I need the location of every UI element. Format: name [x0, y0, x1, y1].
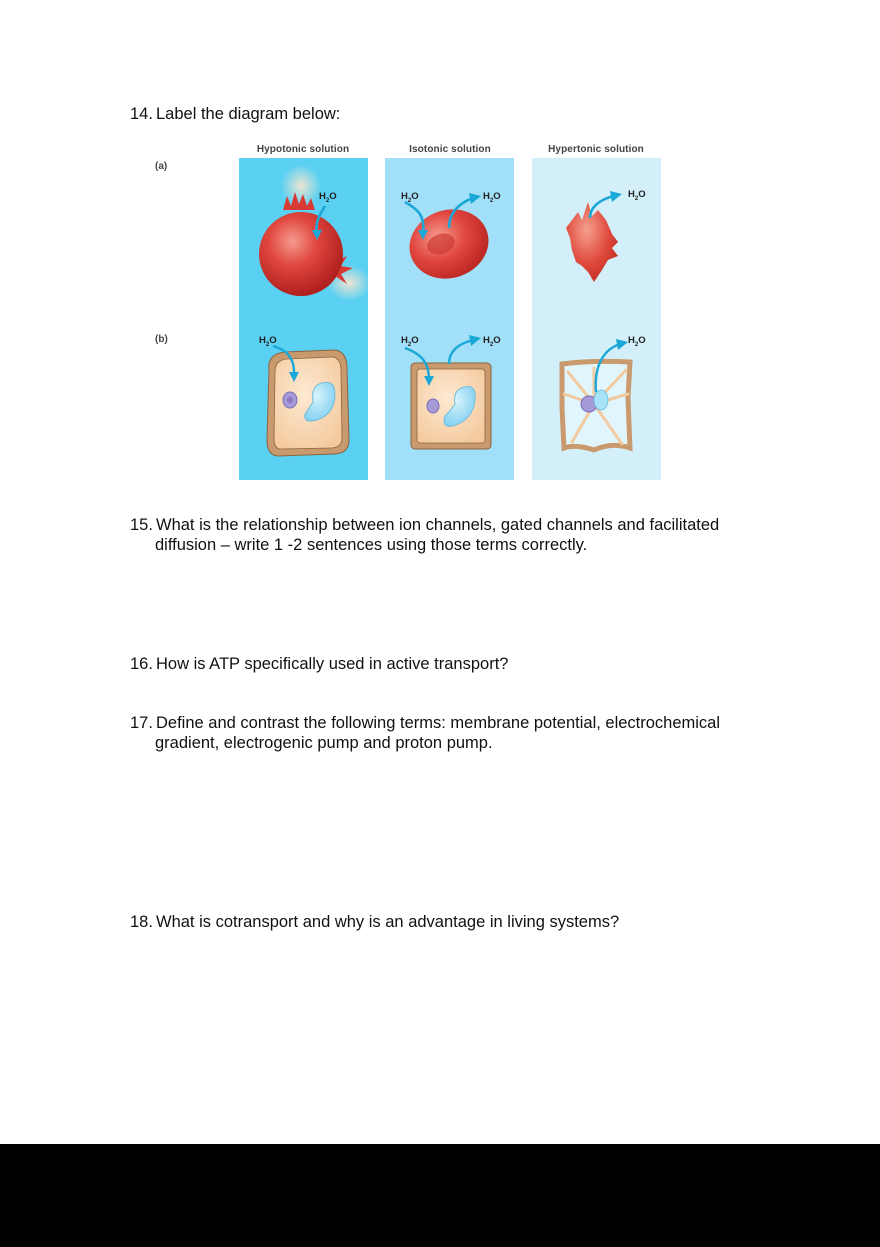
- question-number: 14.: [130, 105, 153, 123]
- hypertonic-illustration: [532, 158, 661, 480]
- panel-hypertonic: [532, 158, 661, 480]
- question-17: [130, 713, 770, 753]
- question-number: 15.: [130, 516, 153, 534]
- question-15: [130, 515, 770, 555]
- question-text: Define and contrast the following terms: membrane potential, electrochemical: [156, 714, 721, 732]
- row-label-a: (a): [155, 161, 168, 172]
- page-bottom-bar: [0, 1144, 880, 1247]
- water-label: $H_2O$: [628, 335, 646, 348]
- question-text: What is the relationship between ion channels, gated channels and facilitated: [156, 516, 720, 534]
- panel-title-isotonic: Isotonic solution: [409, 144, 491, 155]
- question-text: How is ATP specifically used in active transport?: [156, 655, 509, 673]
- hypotonic-illustration: [239, 158, 368, 480]
- question-number: 18.: [130, 913, 153, 931]
- question-number: 17.: [130, 714, 153, 732]
- osmosis-diagram: [0, 0, 880, 500]
- panel-title-hypotonic: Hypotonic solution: [256, 144, 350, 155]
- question-text: What is cotransport and why is an advantage in living systems?: [156, 913, 620, 931]
- water-label: $H_2O$: [319, 191, 337, 204]
- row-label-b: (b): [155, 334, 168, 345]
- water-label: $H_2O$: [401, 191, 419, 204]
- isotonic-illustration: [385, 158, 514, 480]
- question-text-continued: diffusion – write 1 -2 sentences using those terms correctly.: [155, 536, 588, 554]
- question-text: Label the diagram below:: [156, 105, 341, 123]
- question-text-continued: gradient, electrogenic pump and proton pump.: [155, 734, 493, 752]
- panel-hypotonic: [239, 158, 368, 480]
- water-label: $H_2O$: [401, 335, 419, 348]
- panel-title-hypertonic: Hypertonic solution: [548, 144, 644, 155]
- question-number: 16.: [130, 655, 153, 673]
- question-16: [130, 654, 770, 674]
- panel-isotonic: [385, 158, 514, 480]
- water-label: $H_2O$: [483, 191, 501, 204]
- water-label: $H_2O$: [259, 335, 277, 348]
- question-18: [130, 912, 770, 932]
- water-label: $H_2O$: [483, 335, 501, 348]
- water-label: $H_2O$: [628, 189, 646, 202]
